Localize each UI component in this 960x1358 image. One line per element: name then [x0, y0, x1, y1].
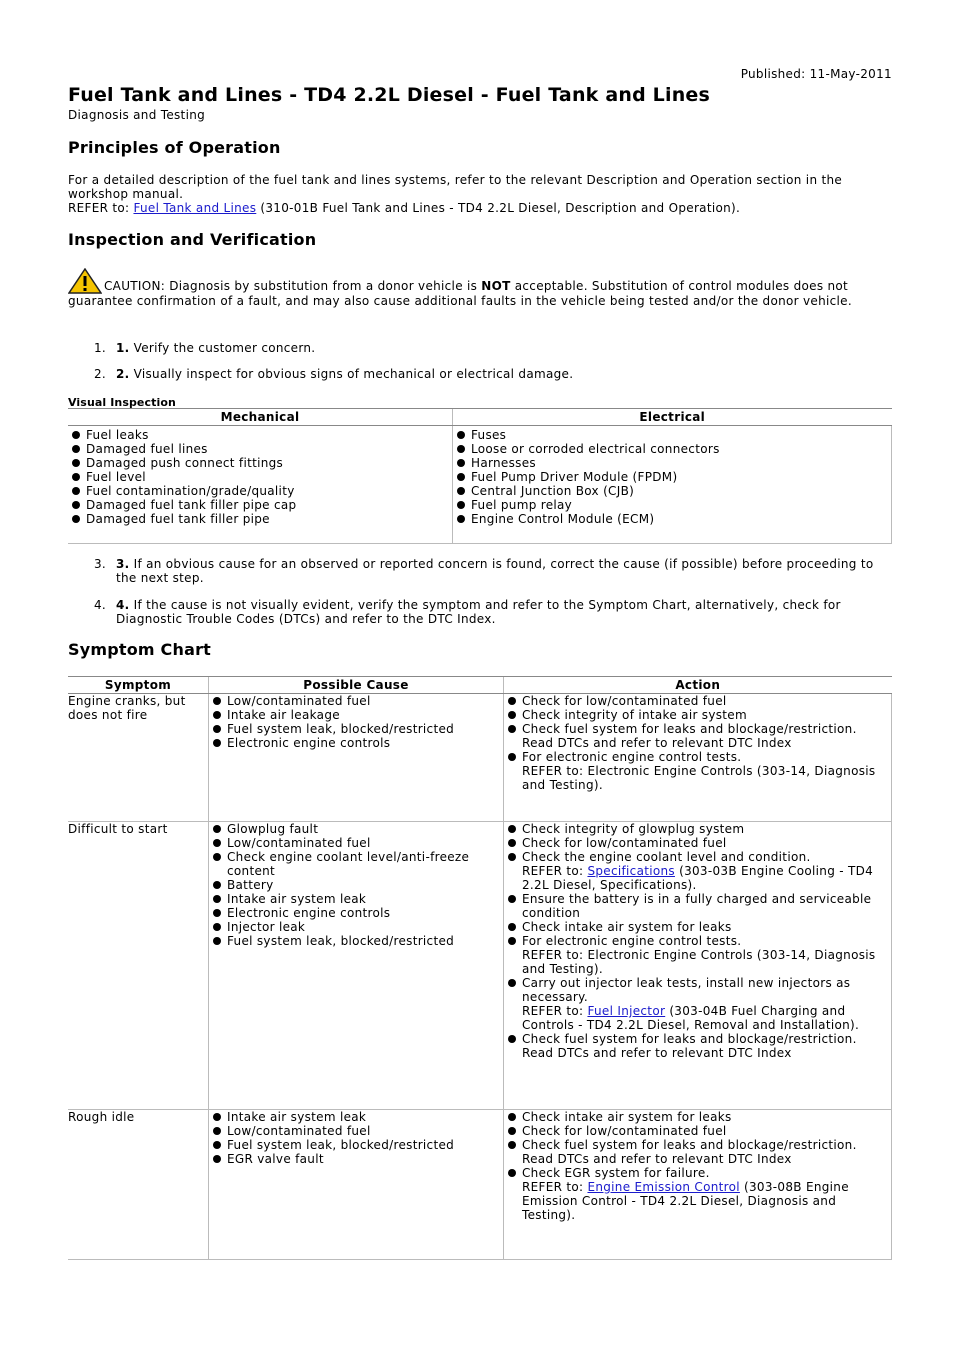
- cause-cell: [209, 1110, 504, 1260]
- mechanical-item: Damaged fuel tank filler pipe cap: [86, 498, 452, 512]
- step-text: If an obvious cause for an observed or reported concern is found, correct the cause (if possible) before proceeding to the next step.: [116, 557, 874, 585]
- action-item: [522, 850, 891, 892]
- action-text: Ensure the battery is in a fully charged and serviceable condition: [522, 892, 872, 920]
- electrical-header: Electrical: [453, 409, 892, 426]
- action-item: [522, 1138, 891, 1166]
- symptom-text: Difficult to start: [68, 822, 168, 836]
- step-text: Visually inspect for obvious signs of mechanical or electrical damage.: [129, 367, 574, 381]
- cause-item: Intake air leakage: [227, 708, 503, 722]
- cause-item: Glowplug fault: [227, 822, 503, 836]
- refer-prefix: REFER to:: [68, 201, 134, 215]
- caution-not: NOT: [481, 279, 511, 293]
- step-bold: 3.: [116, 557, 130, 571]
- caution-text-post: acceptable. Substitution of control modules does not guarantee confirmation of a fault, and may also cause additional faults in the vehicle being tested and/or the donor vehicle.: [68, 279, 852, 308]
- symptom-row: [68, 694, 892, 822]
- cause-item: Check engine coolant level/anti-freeze content: [227, 850, 503, 878]
- cause-item: Electronic engine controls: [227, 736, 503, 750]
- inspection-heading: Inspection and Verification: [68, 230, 317, 249]
- cause-item: Intake air system leak: [227, 1110, 503, 1124]
- action-item: [522, 976, 891, 1032]
- action-cell: [504, 694, 892, 822]
- principles-description: For a detailed description of the fuel tank and lines systems, refer to the relevant Description and Operation section in the workshop manual.: [68, 173, 843, 201]
- principles-refer: [68, 201, 892, 215]
- refer-prefix: REFER to:: [522, 1004, 588, 1018]
- visual-inspection-table: [68, 408, 892, 544]
- action-text: Check for low/contaminated fuel: [522, 836, 727, 850]
- action-list: [504, 694, 891, 792]
- action-list: [504, 1110, 891, 1222]
- step-number: 1.: [94, 341, 107, 355]
- mechanical-item: Damaged push connect fittings: [86, 456, 452, 470]
- action-text: Check the engine coolant level and condition.: [522, 850, 811, 864]
- refer-prefix: REFER to:: [522, 1180, 588, 1194]
- cause-cell: [209, 822, 504, 1110]
- action-text: Check fuel system for leaks and blockage/restriction. Read DTCs and refer to relevant DTC Index: [522, 1138, 857, 1166]
- action-text: Check for low/contaminated fuel: [522, 694, 727, 708]
- reference-link[interactable]: Engine Emission Control: [587, 1180, 740, 1194]
- reference-link[interactable]: Fuel Injector: [587, 1004, 666, 1018]
- action-item: [522, 892, 891, 920]
- action-item: [522, 750, 891, 792]
- caution-notice: [68, 268, 892, 308]
- action-text: Check integrity of glowplug system: [522, 822, 745, 836]
- mechanical-item: Damaged fuel lines: [86, 442, 452, 456]
- cause-item: EGR valve fault: [227, 1152, 503, 1166]
- published-date: Published: 11-May-2011: [740, 67, 892, 81]
- page-title: Fuel Tank and Lines - TD4 2.2L Diesel - Fuel Tank and Lines: [68, 84, 711, 106]
- refer-suffix: (303-03B Engine Cooling - TD4 2.2L Diesel, Specifications).: [522, 864, 874, 892]
- electrical-list: [453, 428, 891, 526]
- warning-triangle-icon: [68, 268, 102, 294]
- reference-link[interactable]: Specifications: [587, 864, 675, 878]
- symptom-cell: [68, 1110, 209, 1260]
- electrical-item: Central Junction Box (CJB): [471, 484, 891, 498]
- mechanical-item: Fuel leaks: [86, 428, 452, 442]
- mechanical-item: Fuel level: [86, 470, 452, 484]
- action-item: [522, 822, 891, 836]
- action-text: For electronic engine control tests.: [522, 750, 742, 764]
- symptom-cell: [68, 822, 209, 1110]
- cause-list: [209, 694, 503, 750]
- electrical-item: Fuel pump relay: [471, 498, 891, 512]
- action-item: [522, 1110, 891, 1124]
- action-text: Check fuel system for leaks and blockage/restriction. Read DTCs and refer to relevant DTC Index: [522, 722, 857, 750]
- action-item: [522, 722, 891, 750]
- cause-item: Fuel system leak, blocked/restricted: [227, 1138, 503, 1152]
- mechanical-list: [68, 428, 452, 526]
- symptom-chart-table: [68, 676, 892, 1260]
- action-text: For electronic engine control tests.: [522, 934, 742, 948]
- step-number: 4.: [94, 598, 107, 612]
- action-refer: REFER to: Electronic Engine Controls (303-14, Diagnosis and Testing).: [522, 764, 876, 792]
- cause-item: Fuel system leak, blocked/restricted: [227, 934, 503, 948]
- visual-inspection-label: Visual Inspection: [68, 396, 176, 409]
- electrical-item: Harnesses: [471, 456, 891, 470]
- symptom-row: [68, 822, 892, 1110]
- step-number: 3.: [94, 557, 107, 571]
- principles-heading: Principles of Operation: [68, 138, 281, 157]
- symptom-text: Engine cranks, but does not fire: [68, 694, 186, 722]
- action-item: [522, 1124, 891, 1138]
- cause-item: Fuel system leak, blocked/restricted: [227, 722, 503, 736]
- electrical-item: Engine Control Module (ECM): [471, 512, 891, 526]
- action-item: [522, 1032, 891, 1060]
- action-item: [522, 934, 891, 976]
- symptom-header: Symptom: [68, 677, 209, 694]
- step-number: 2.: [94, 367, 107, 381]
- electrical-item: Fuses: [471, 428, 891, 442]
- action-list: [504, 822, 891, 1060]
- action-text: Carry out injector leak tests, install new injectors as necessary.: [522, 976, 851, 1004]
- refer-suffix: (310-01B Fuel Tank and Lines - TD4 2.2L Diesel, Description and Operation).: [256, 201, 741, 215]
- step-text: If the cause is not visually evident, verify the symptom and refer to the Symptom Chart, alternatively, check for Diagnostic Trouble Codes (DTCs) and refer to the DTC Index.: [116, 598, 841, 626]
- principles-text: [68, 173, 892, 215]
- cause-list: [209, 1110, 503, 1166]
- action-text: Check intake air system for leaks: [522, 1110, 732, 1124]
- action-text: Check intake air system for leaks: [522, 920, 732, 934]
- step-text: Verify the customer concern.: [129, 341, 316, 355]
- caution-text-pre: CAUTION: Diagnosis by substitution from a donor vehicle is: [104, 279, 482, 293]
- action-text: Check for low/contaminated fuel: [522, 1124, 727, 1138]
- action-item: [522, 836, 891, 850]
- cause-list: [209, 822, 503, 948]
- refer-suffix: (303-04B Fuel Charging and Controls - TD4 2.2L Diesel, Removal and Installation).: [522, 1004, 860, 1032]
- cause-item: Battery: [227, 878, 503, 892]
- symptom-chart-heading: Symptom Chart: [68, 640, 212, 659]
- step-bold: 2.: [116, 367, 130, 381]
- action-item: [522, 1166, 891, 1222]
- cause-item: Electronic engine controls: [227, 906, 503, 920]
- refer-suffix: (303-08B Engine Emission Control - TD4 2.2L Diesel, Diagnosis and Testing).: [522, 1180, 849, 1222]
- cause-item: Low/contaminated fuel: [227, 694, 503, 708]
- cause-item: Injector leak: [227, 920, 503, 934]
- action-text: Check integrity of intake air system: [522, 708, 747, 722]
- page-subtitle: Diagnosis and Testing: [68, 108, 206, 122]
- cause-cell: [209, 694, 504, 822]
- action-item: [522, 920, 891, 934]
- fuel-tank-lines-link[interactable]: Fuel Tank and Lines: [133, 201, 257, 215]
- electrical-item: Fuel Pump Driver Module (FPDM): [471, 470, 891, 484]
- step-bold: 4.: [116, 598, 130, 612]
- refer-prefix: REFER to:: [522, 864, 588, 878]
- cause-header: Possible Cause: [209, 677, 504, 694]
- step-bold: 1.: [116, 341, 130, 355]
- electrical-item: Loose or corroded electrical connectors: [471, 442, 891, 456]
- action-item: [522, 708, 891, 722]
- action-text: Check EGR system for failure.: [522, 1166, 710, 1180]
- action-cell: [504, 822, 892, 1110]
- action-item: [522, 694, 891, 708]
- cause-item: Low/contaminated fuel: [227, 1124, 503, 1138]
- action-refer: REFER to: Electronic Engine Controls (303-14, Diagnosis and Testing).: [522, 948, 876, 976]
- cause-item: Low/contaminated fuel: [227, 836, 503, 850]
- cause-item: Intake air system leak: [227, 892, 503, 906]
- symptom-cell: [68, 694, 209, 822]
- action-header: Action: [504, 677, 892, 694]
- mechanical-item: Damaged fuel tank filler pipe: [86, 512, 452, 526]
- mechanical-header: Mechanical: [68, 409, 453, 426]
- symptom-text: Rough idle: [68, 1110, 135, 1124]
- action-text: Check fuel system for leaks and blockage/restriction. Read DTCs and refer to relevant DTC Index: [522, 1032, 857, 1060]
- action-cell: [504, 1110, 892, 1260]
- mechanical-item: Fuel contamination/grade/quality: [86, 484, 452, 498]
- symptom-row: [68, 1110, 892, 1260]
